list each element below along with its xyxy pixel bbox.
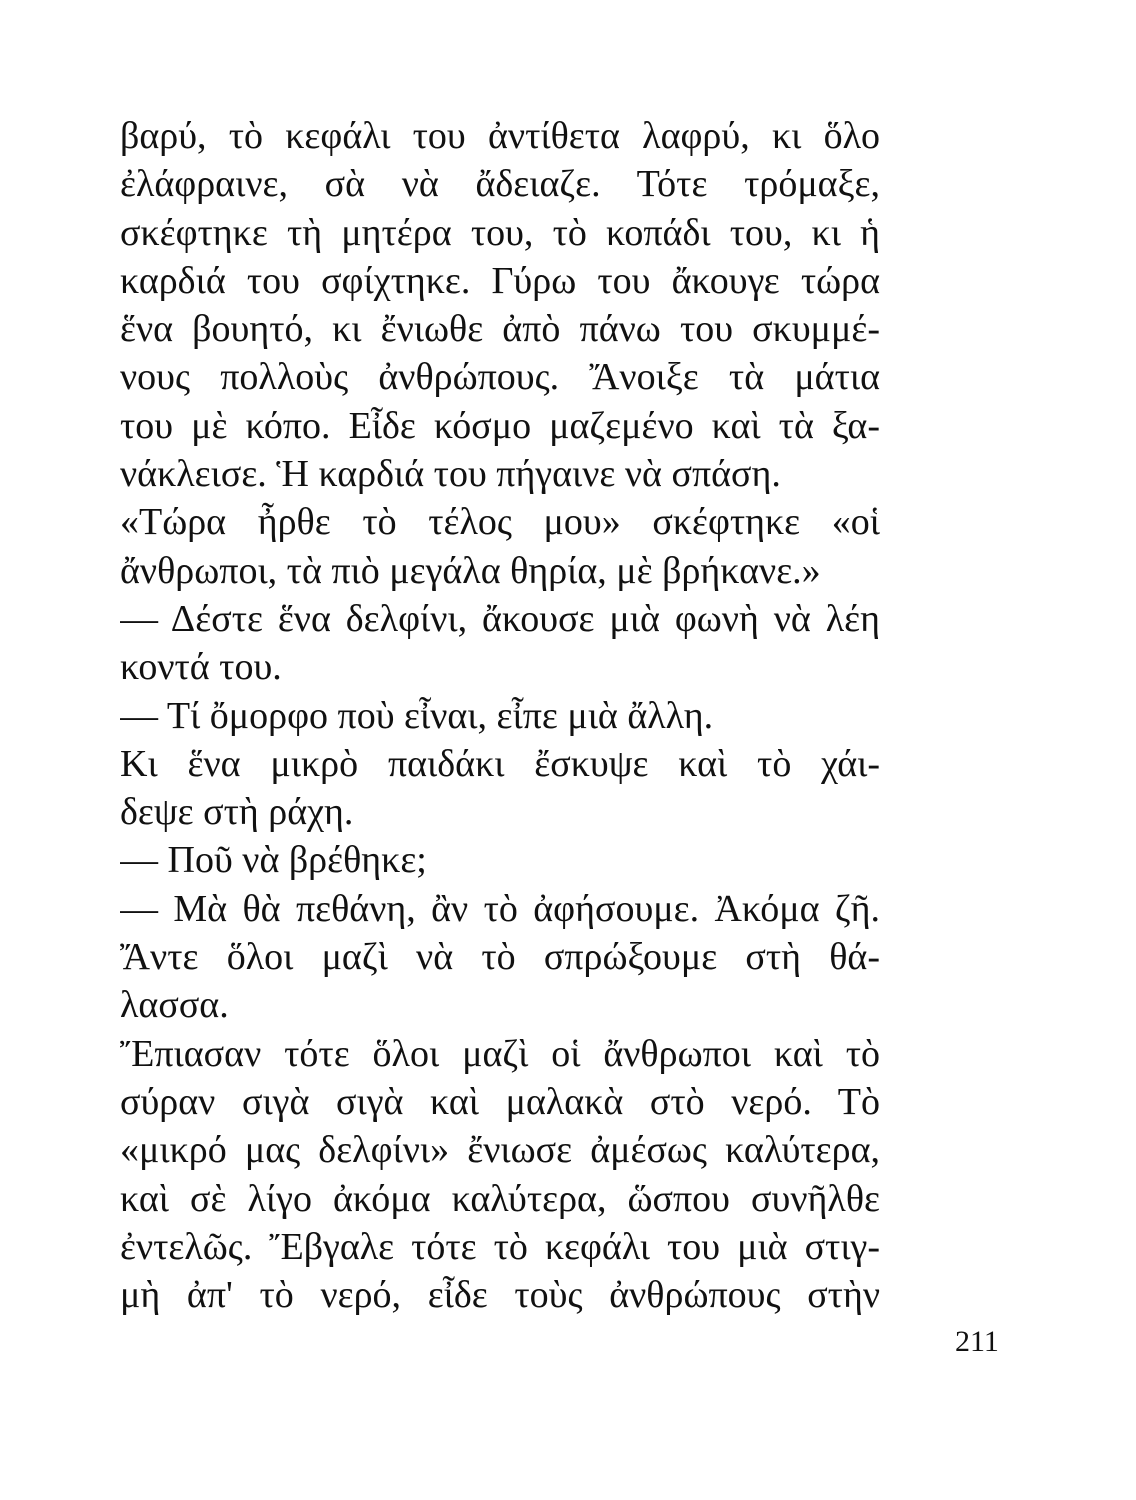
text-line: — Ποῦ νὰ βρέθηκε; bbox=[120, 839, 427, 882]
text-line: — Δέστε ἕνα δελφίνι, ἄκουσε μιὰ φωνὴ νὰ λέη bbox=[120, 597, 880, 640]
text-line: ἄνθρωποι, τὰ πιὸ μεγάλα θηρία, μὲ βρήκανε.» bbox=[120, 549, 821, 592]
text-line: ἐλάφραινε, σὰ νὰ ἄδειαζε. Τότε τρόμαξε, bbox=[120, 163, 880, 206]
text-line: σύραν σιγὰ σιγὰ καὶ μαλακὰ στὸ νερό. Τὸ bbox=[120, 1080, 880, 1123]
page-number: 211 bbox=[955, 1325, 999, 1358]
text-line: — Τί ὄμορφο ποὺ εἶναι, εἶπε μιὰ ἄλλη. bbox=[120, 694, 714, 737]
text-line: του μὲ κόπο. Εἶδε κόσμο μαζεμένο καὶ τὰ ξα- bbox=[120, 404, 880, 447]
text-line: νάκλεισε. Ἡ καρδιά του πήγαινε νὰ σπάση. bbox=[120, 453, 781, 496]
text-line: σκέφτηκε τὴ μητέρα του, τὸ κοπάδι του, κι ἡ bbox=[120, 211, 880, 254]
text-line: ἕνα βουητό, κι ἔνιωθε ἀπὸ πάνω του σκυμμέ- bbox=[120, 308, 880, 351]
body-text bbox=[120, 112, 880, 1319]
text-line: κοντά του. bbox=[120, 646, 282, 689]
text-line: — Μὰ θὰ πεθάνη, ἂν τὸ ἀφήσουμε. Ἀκόμα ζῆ. bbox=[120, 887, 880, 930]
text-line: ἐντελῶς. Ἔβγαλε τότε τὸ κεφάλι του μιὰ στιγ- bbox=[120, 1225, 880, 1268]
text-line: λασσα. bbox=[120, 984, 229, 1027]
text-line: «Τώρα ἦρθε τὸ τέλος μου» σκέφτηκε «οἱ bbox=[120, 501, 880, 544]
text-line: Ἄντε ὅλοι μαζὶ νὰ τὸ σπρώξουμε στὴ θά- bbox=[120, 936, 880, 979]
text-line: καρδιά του σφίχτηκε. Γύρω του ἄκουγε τώρα bbox=[120, 259, 880, 302]
text-line: μὴ ἀπ' τὸ νερό, εἶδε τοὺς ἀνθρώπους στὴν bbox=[120, 1274, 880, 1317]
text-line: δεψε στὴ ράχη. bbox=[120, 791, 354, 834]
text-line: «μικρό μας δελφίνι» ἔνιωσε ἀμέσως καλύτερα, bbox=[120, 1129, 880, 1172]
text-line: Κι ἕνα μικρὸ παιδάκι ἔσκυψε καὶ τὸ χάι- bbox=[120, 742, 880, 785]
text-line: καὶ σὲ λίγο ἀκόμα καλύτερα, ὥσπου συνῆλθε bbox=[120, 1177, 880, 1220]
text-line: νους πολλοὺς ἀνθρώπους. Ἄνοιξε τὰ μάτια bbox=[120, 356, 880, 399]
text-line: Ἔπιασαν τότε ὅλοι μαζὶ οἱ ἄνθρωποι καὶ τὸ bbox=[120, 1032, 880, 1075]
text-line: βαρύ, τὸ κεφάλι του ἀντίθετα λαφρύ, κι ὅλο bbox=[120, 115, 880, 157]
